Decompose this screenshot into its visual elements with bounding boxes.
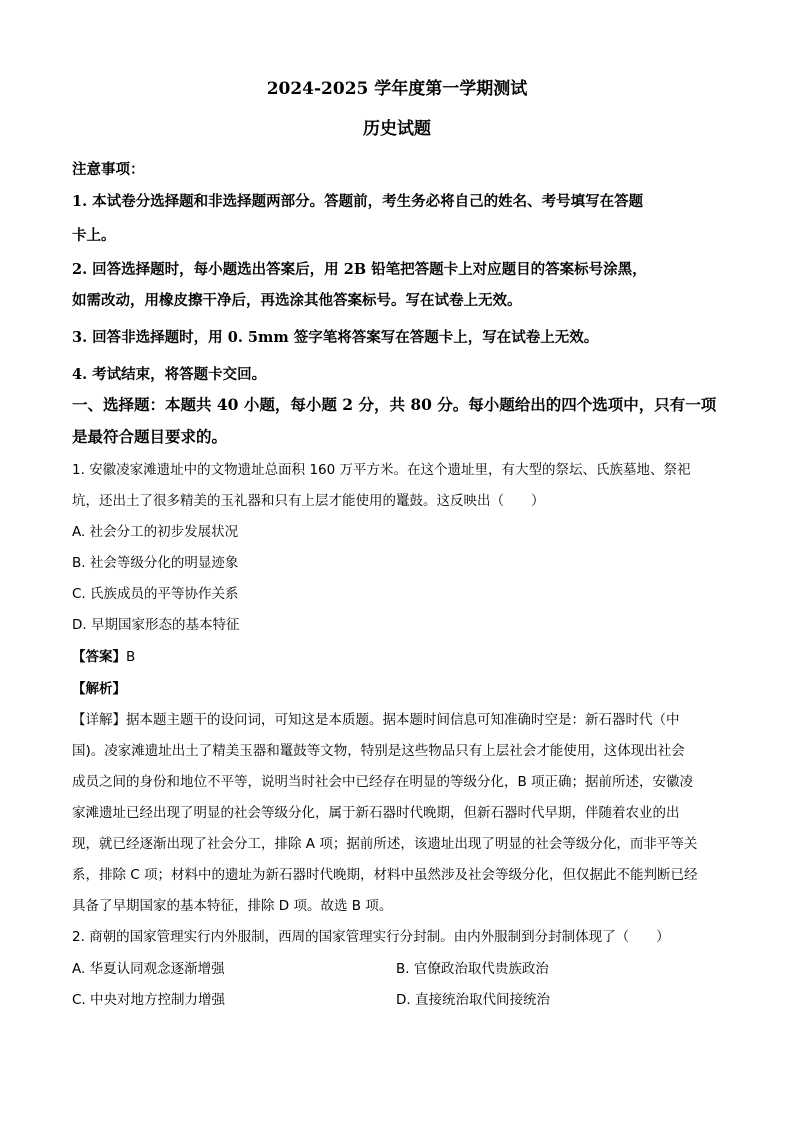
question-1-detail-line-5: 现，就已经逐渐出现了社会分工，排除 A 项；据前所述，该遗址出现了明显的社会等级分化，而非平等关 [72, 836, 698, 852]
question-2-option-d: D. 直接统治取代间接统治 [396, 992, 550, 1008]
question-1-detail-line-3: 成员之间的身份和地位不平等，说明当时社会中已经存在明显的等级分化，B 项正确；据前所述，安徽凌 [72, 774, 694, 790]
question-1-detail-line-7: 具备了早期国家的基本特征，排除 D 项。故选 B 项。 [72, 898, 393, 914]
answer-label: 【答案】 [72, 649, 126, 665]
notice-item-2-line-2: 如需改动，用橡皮擦干净后，再选涂其他答案标号。写在试卷上无效。 [72, 292, 522, 309]
question-2-option-a: A. 华夏认同观念逐渐增强 [72, 961, 225, 977]
exam-subject-title: 历史试题 [363, 119, 431, 139]
notice-item-1-line-2: 卡上。 [72, 227, 116, 244]
question-1-option-d: D. 早期国家形态的基本特征 [72, 617, 240, 633]
question-2-option-c: C. 中央对地方控制力增强 [72, 992, 226, 1008]
question-1-stem-line-2: 坑，还出土了很多精美的玉礼器和只有上层才能使用的鼍鼓。这反映出（ ） [72, 493, 545, 509]
notice-item-2-line-1: 2. 回答选择题时，每小题选出答案后，用 2B 铅笔把答题卡上对应题目的答案标号涂黑， [72, 261, 647, 278]
exam-title: 2024-2025 学年度第一学期测试 [266, 79, 528, 99]
section-heading-line-2: 是最符合题目要求的。 [72, 427, 228, 446]
section-heading-line-1: 一、选择题：本题共 40 小题，每小题 2 分，共 80 分。每小题给出的四个选项中，只有一项 [72, 395, 717, 414]
question-1-stem-line-1: 1. 安徽凌家滩遗址中的文物遗址总面积 160 万平方米。在这个遗址里，有大型的祭坛、氏族墓地、祭祀 [72, 462, 691, 478]
question-1-detail-line-4: 家滩遗址已经出现了明显的社会等级分化，属于新石器时代晚期，但新石器时代早期，伴随着农业的出 [72, 805, 680, 821]
question-1-answer [72, 645, 722, 665]
question-2-option-b: B. 官僚政治取代贵族政治 [396, 961, 549, 977]
answer-value: B [126, 649, 136, 665]
notice-heading: 注意事项： [72, 161, 145, 178]
question-1-option-a: A. 社会分工的初步发展状况 [72, 524, 239, 540]
question-1-option-b: B. 社会等级分化的明显迹象 [72, 555, 239, 571]
question-1-analysis-label: 【解析】 [72, 681, 126, 697]
notice-item-1-line-1: 1. 本试卷分选择题和非选择题两部分。答题前，考生务必将自己的姓名、考号填写在答题 [72, 193, 644, 210]
question-1-option-c: C. 氏族成员的平等协作关系 [72, 586, 239, 602]
question-2-stem-line-1: 2. 商朝的国家管理实行内外服制，西周的国家管理实行分封制。由内外服制到分封制体现了（ ） [72, 929, 670, 945]
notice-item-4: 4. 考试结束，将答题卡交回。 [72, 366, 267, 383]
question-1-detail-line-1: 【详解】据本题主题干的设问词，可知这是本质题。据本题时间信息可知准确时空是：新石器时代（中 [72, 712, 680, 728]
notice-item-3: 3. 回答非选择题时，用 0. 5mm 签字笔将答案写在答题卡上，写在试卷上无效。 [72, 329, 599, 346]
question-1-detail-line-2: 国)。凌家滩遗址出土了精美玉器和鼍鼓等文物，特别是这些物品只有上层社会才能使用，这体现出社会 [72, 743, 685, 759]
question-1-detail-line-6: 系，排除 C 项；材料中的遗址为新石器时代晚期，材料中虽然涉及社会等级分化，但仅据此不能判断已经 [72, 867, 698, 883]
